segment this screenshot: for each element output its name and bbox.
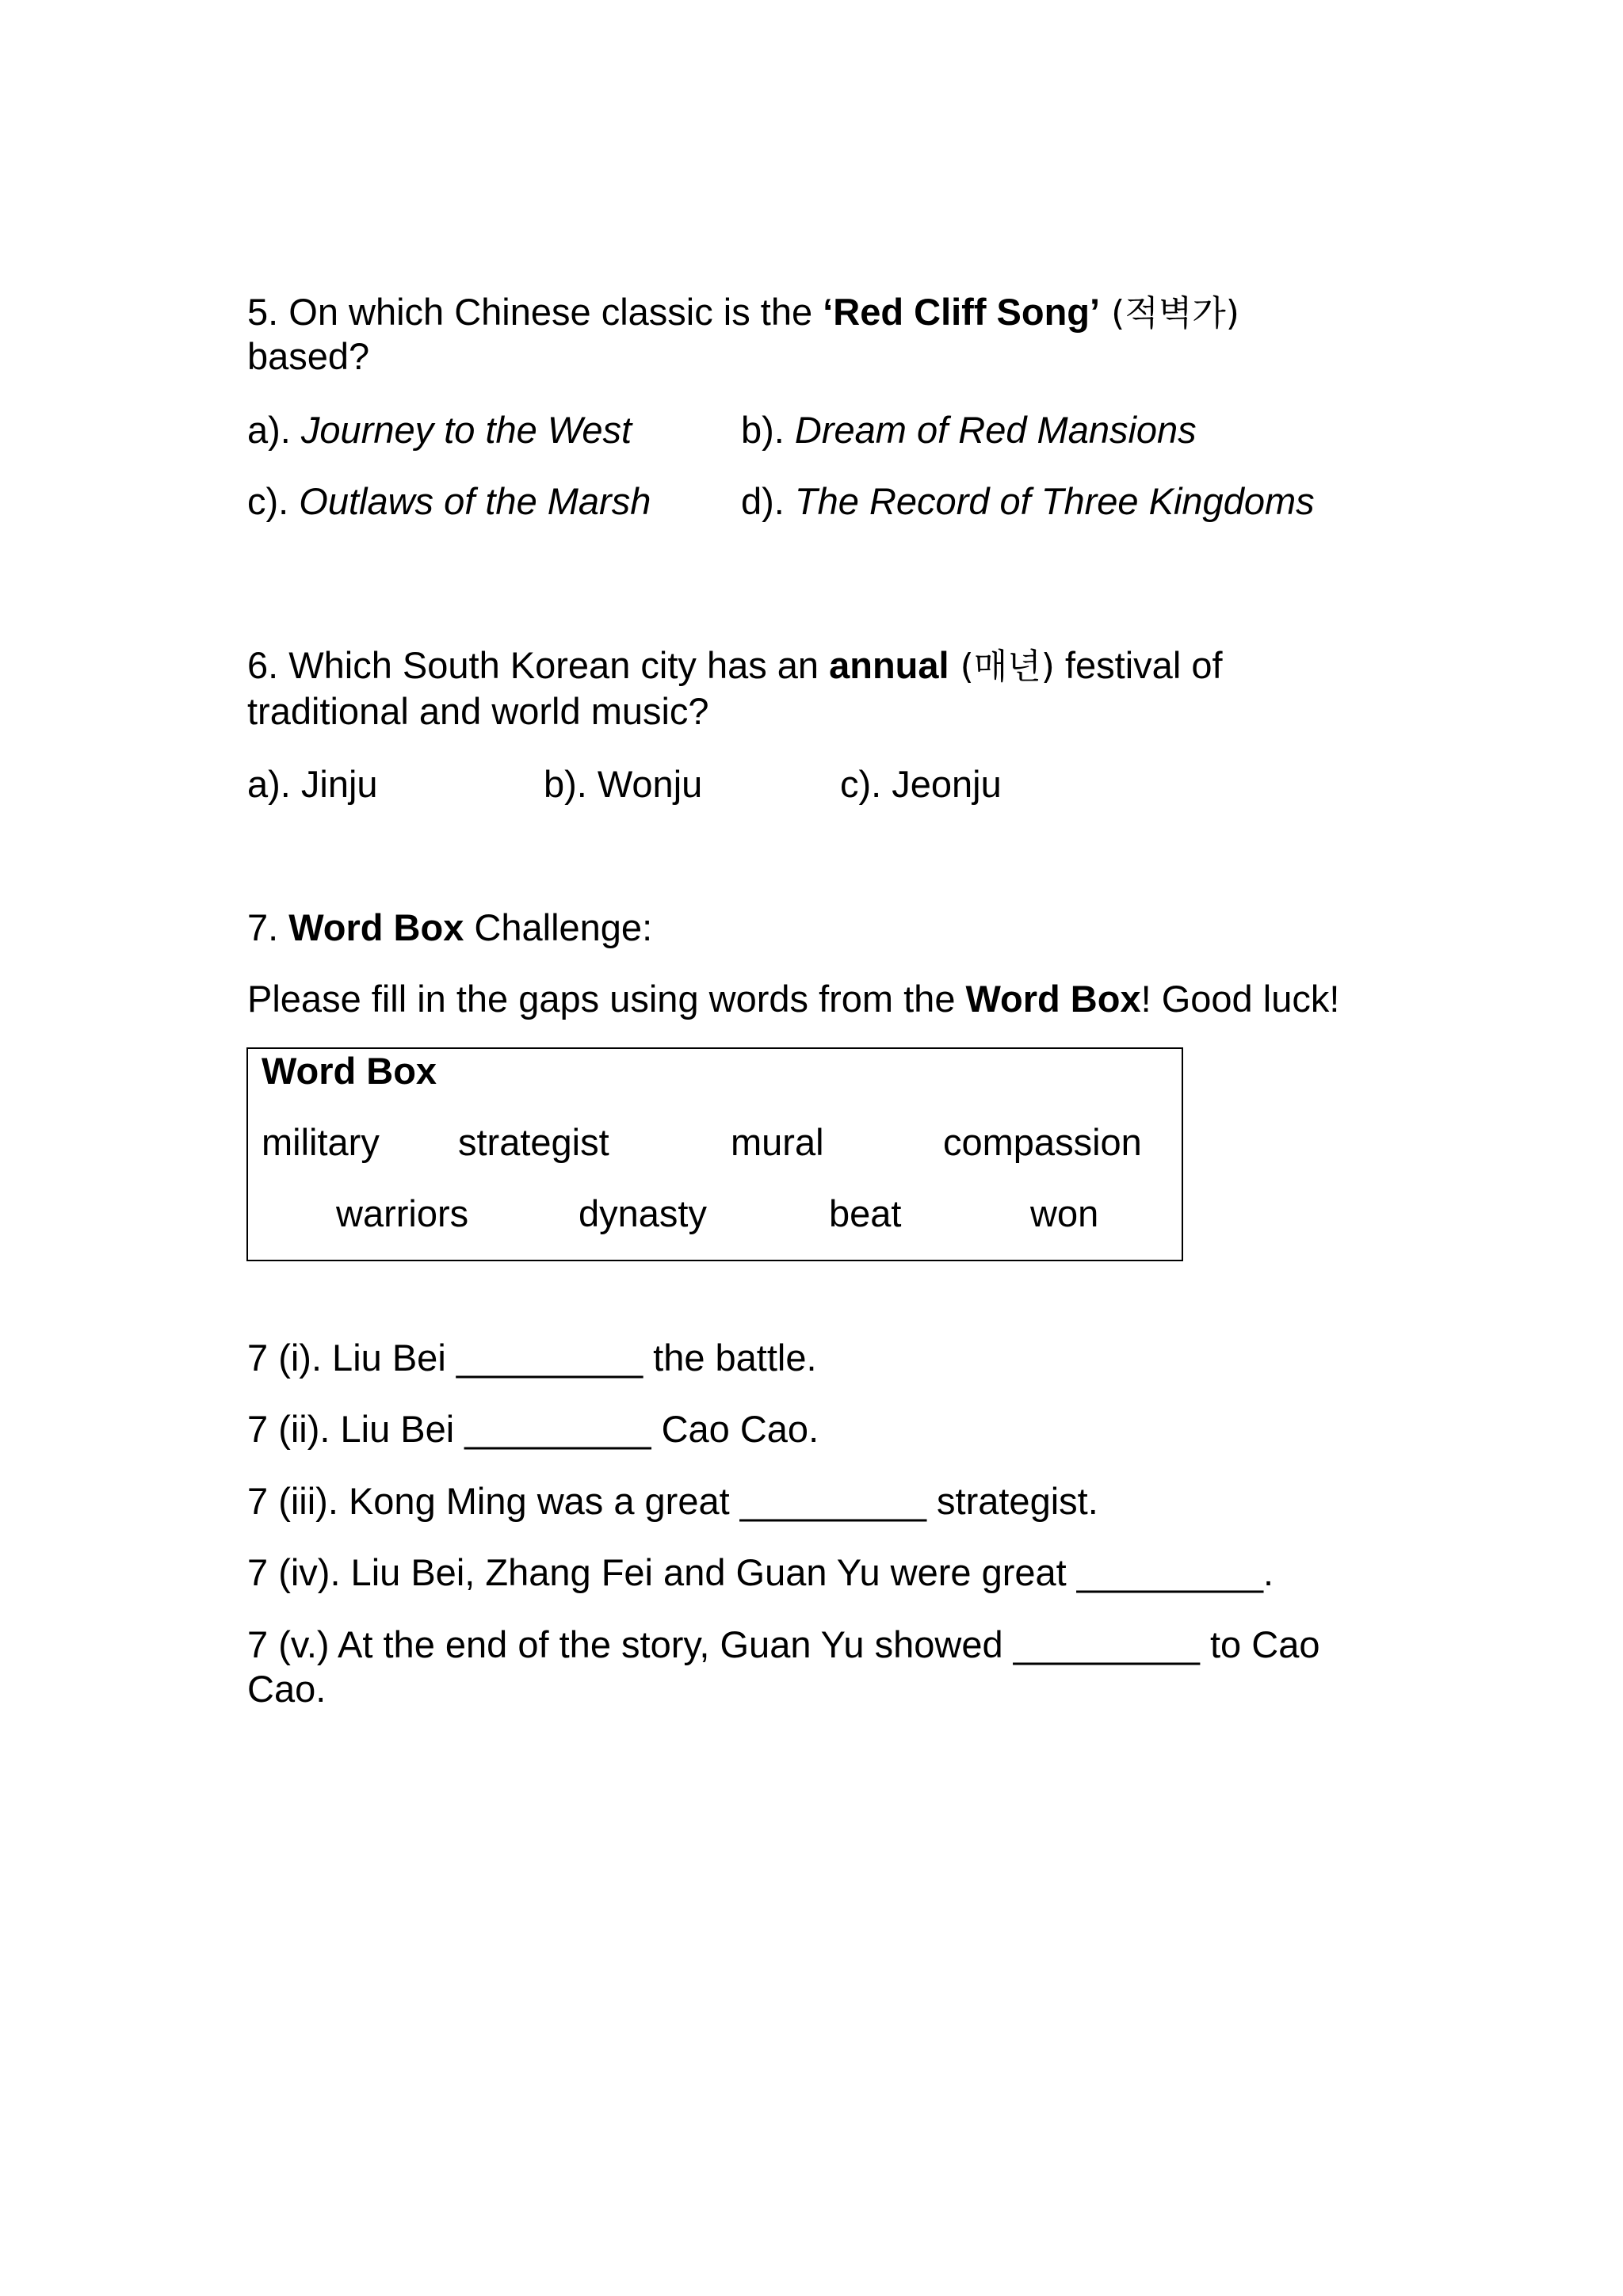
sentence-7ii: 7 (ii). Liu Bei _________ Cao Cao. — [247, 1408, 819, 1450]
q6-bold: annual — [829, 644, 949, 686]
q5-prefix: 5. On which Chinese classic is the — [247, 291, 823, 333]
q5-option-d-text: The Record of Three Kingdoms — [794, 480, 1315, 522]
word-warriors: warriors — [336, 1192, 469, 1234]
q7-instructions — [247, 977, 1339, 1021]
q6-line1 — [247, 643, 1223, 689]
q5-line1 — [247, 290, 1239, 336]
word-military: military — [262, 1121, 380, 1163]
q5-option-a-text: Journey to the West — [300, 409, 632, 451]
sentence-7v-cont: Cao. — [247, 1668, 327, 1710]
q6-prefix: 6. Which South Korean city has an — [247, 644, 830, 686]
q7-instr-prefix: Please fill in the gaps using words from the — [247, 978, 966, 1020]
q6-suffix: festival of — [1054, 644, 1223, 686]
q7-heading — [247, 906, 652, 950]
word-won: won — [1030, 1192, 1099, 1234]
q7-instr-suffix: ! Good luck! — [1140, 978, 1340, 1020]
word-compassion: compassion — [943, 1121, 1142, 1163]
q5-option-b-text: Dream of Red Mansions — [794, 409, 1197, 451]
q5-title: ‘Red Cliff Song’ — [823, 291, 1101, 333]
q6-option-b: b). Wonju — [544, 763, 703, 805]
q5-option-d — [741, 479, 1315, 524]
q6-option-c: c). Jeonju — [840, 763, 1002, 805]
word-box-title — [262, 1049, 437, 1093]
word-strategist: strategist — [458, 1121, 609, 1163]
sentence-7iv: 7 (iv). Liu Bei, Zhang Fei and Guan Yu were great _________. — [247, 1551, 1274, 1593]
q5-option-c — [247, 479, 651, 524]
word-box-title-text: Word Box — [262, 1050, 437, 1092]
sentence-7i: 7 (i). Liu Bei _________ the battle. — [247, 1337, 817, 1379]
q6-line2: traditional and world music? — [247, 690, 709, 732]
q5-option-b-label: b). — [741, 409, 795, 451]
sentence-7v: 7 (v.) At the end of the story, Guan Yu showed _________ to Cao — [247, 1623, 1320, 1665]
q5-option-c-label: c). — [247, 480, 300, 522]
word-mural: mural — [731, 1121, 824, 1163]
word-dynasty: dynasty — [579, 1192, 707, 1234]
q5-korean: (적벽가) — [1100, 293, 1239, 334]
q5-option-a-label: a). — [247, 409, 301, 451]
q5-option-c-text: Outlaws of the Marsh — [299, 480, 651, 522]
q7-heading-prefix: 7. — [247, 906, 289, 948]
sentence-7iii: 7 (iii). Kong Ming was a great _________ strategist. — [247, 1480, 1098, 1522]
q6-option-a: a). Jinju — [247, 763, 378, 805]
q7-instr-bold: Word Box — [965, 978, 1141, 1020]
q5-option-b — [741, 408, 1197, 452]
q5-option-a — [247, 408, 632, 452]
q6-korean: (매년) — [949, 646, 1055, 687]
q7-heading-suffix: Challenge: — [464, 906, 653, 948]
word-beat: beat — [829, 1192, 902, 1234]
q7-heading-bold: Word Box — [288, 906, 464, 948]
q5-option-d-label: d). — [741, 480, 795, 522]
q5-line2: based? — [247, 335, 370, 377]
